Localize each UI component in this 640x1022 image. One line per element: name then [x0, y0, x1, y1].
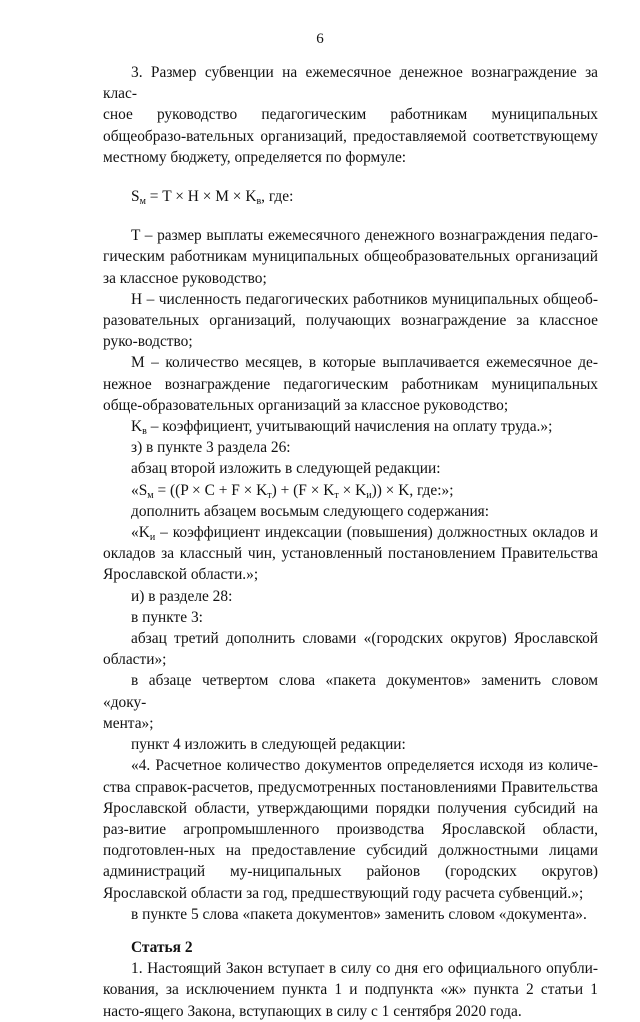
definition-k-i-line1: «$K_и$ – коэффициент индексации (повышения) должностных окладов и	[131, 524, 598, 544]
item-i-section-28: и) в разделе 28:	[131, 587, 233, 605]
paragraph-fourth-replace-rest: мента»;	[103, 714, 154, 732]
quote-point-4-rest: ства справок-расчетов, предусмотренных постановлениями Правительства Ярославской области, утверждающими порядки получения субсидий на раз-витие агропромышленного производства Ярославской области, подготовлен-ных на предоставление субсидий должностными лицами администраций му-ниципальных районов (городских округов) Ярославской области за год, предшествующий году расчета субвенций.»;	[103, 778, 598, 902]
paragraph-second-edit: абзац второй изложить в следующей редакции:	[131, 460, 441, 478]
item-point-4: пункт 4 изложить в следующей редакции:	[131, 736, 406, 754]
paragraph-third-add-line1: абзац третий дополнить словами «(городских округов) Ярославской	[131, 630, 598, 648]
paragraph-subvention-size-line1: 3. Размер субвенции на ежемесячное денежное вознаграждение за клас-	[103, 64, 598, 103]
definition-t-line1: T – размер выплаты ежемесячного денежного вознаграждения педаго-	[131, 227, 598, 245]
quote-point-4-line1: «4. Расчетное количество документов определяется исходя из количе-	[131, 757, 598, 775]
item-point-3: в пункте 3:	[131, 608, 203, 626]
definition-h-rest: разовательных организаций, получающих вознаграждение за классное руко-водство;	[103, 312, 598, 351]
item-point-5: в пункте 5 слова «пакета документов» заменить словом «документа».	[131, 905, 587, 923]
article-2-title: Статья 2	[131, 938, 193, 956]
definition-k-v: $K_в$ – коэффициент, учитывающий начисления на оплату труда.»;	[131, 418, 553, 438]
definition-k-i-rest: окладов за классный чин, установленный постановлением Правительства Ярославской области.»;	[103, 545, 598, 584]
paragraph-subvention-size-rest: сное руководство педагогическим работникам муниципальных общеобразо-вательных организаций, предоставляемой соответствующему местному бюджету, определяется по формуле:	[103, 106, 598, 166]
formula-s-m: $S_м = T \times H \times M \times K_в$, где:	[131, 188, 294, 208]
paragraph-fourth-replace-line1: в абзаце четвертом слова «пакета документов» заменить словом «доку-	[103, 672, 598, 711]
formula-s-m-new: «$S_м = ((P \times C + F \times K_т) + (F \times K_т \times K_и)) \times K$, где:»;	[131, 481, 454, 501]
article-2-text-line1: 1. Настоящий Закон вступает в силу со дня его официального опубли-	[131, 960, 598, 978]
definition-h-line1: H – численность педагогических работников муниципальных общеоб-	[131, 290, 598, 308]
item-z-section-26: з) в пункте 3 раздела 26:	[131, 439, 291, 457]
definition-m-line1: M – количество месяцев, в которые выплачивается ежемесячное де-	[131, 354, 598, 372]
article-2-text-rest: кования, за исключением пункта 1 и подпункта «ж» пункта 2 статьи 1 насто-ящего Закона, вступающих в силу с 1 сентября 2020 года.	[103, 981, 598, 1020]
document-body	[103, 62, 598, 1022]
page-number: 6	[316, 31, 324, 47]
definition-m-rest: нежное вознаграждение педагогическим работникам муниципальных обще-образовательных организаций за классное руководство;	[103, 375, 598, 414]
spacer	[103, 925, 598, 937]
paragraph-add-eighth: дополнить абзацем восьмым следующего содержания:	[131, 502, 490, 520]
definition-t-rest: гическим работникам муниципальных общеобразовательных организаций за классное руководство;	[103, 248, 598, 287]
paragraph-third-add-rest: области»;	[103, 651, 167, 669]
